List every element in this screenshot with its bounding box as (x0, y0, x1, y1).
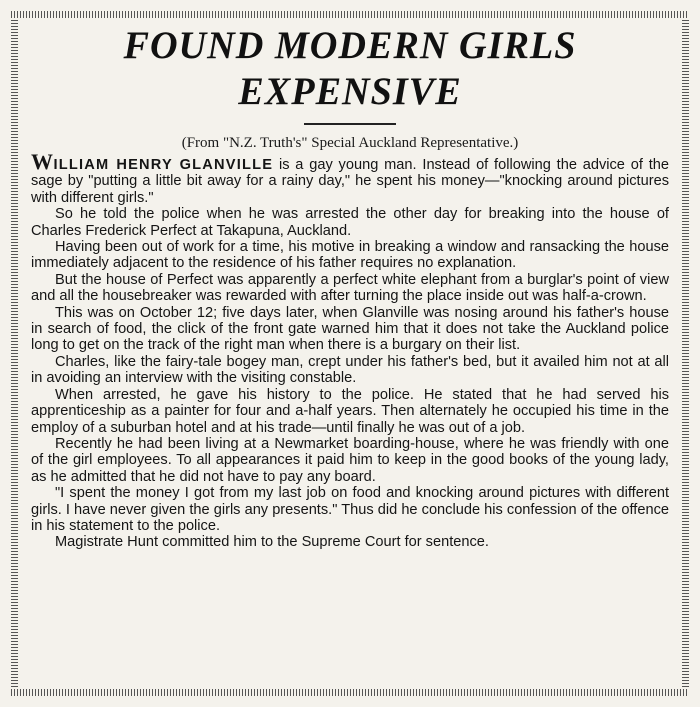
article (31, 17, 669, 690)
byline: (From "N.Z. Truth's" Special Auckland Representative.) (181, 135, 519, 151)
headline: FOUND MODERN GIRLS EXPENSIVE (123, 24, 577, 113)
paragraph: But the house of Perfect was apparently a perfect white elephant from a burglar's point of view and all the housebreaker was rewarded with after turning the place inside out was half-a-crown. (31, 271, 669, 305)
paragraph: Charles, like the fairy-tale bogey man, crept under his father's bed, but it availed him not at all in avoiding an interview with the visiting constable. (31, 353, 669, 387)
headline-rule (304, 123, 396, 125)
paragraph: This was on October 12; five days later, when Glanville was nosing around his father's house in search of food, the click of the front gate warned him that it does not take the Auckland police long to get on the track of the right man when there is a burgary on their list. (31, 304, 669, 354)
paragraph: Having been out of work for a time, his motive in breaking a window and ransacking the house immediately adjacent to the residence of his father requires no explanation. (31, 239, 669, 272)
drop-cap: W (31, 149, 54, 174)
lead-text: is a gay young man. Instead of following the advice of the sage by "putting a little bit away for a rainy day," he spent his money—"knocking around pictures with different girls." (31, 157, 669, 206)
article-body (31, 149, 669, 551)
paragraph: Recently he had been living at a Newmarket boarding-house, where he was friendly with one of the girl employees. To all appearances it paid him to keep in the good books of the young lady, as he admitted that he did not have to pay any board. (31, 435, 669, 485)
paragraph: "I spent the money I got from my last job on food and knocking around pictures with different girls. I have never given the girls any presents." Thus did he conclude his confession of the offence in his statement to the police. (31, 485, 669, 534)
article-border (4, 4, 696, 703)
lead-name: ILLIAM HENRY GLANVILLE (53, 157, 274, 173)
paragraph: When arrested, he gave his history to the police. He stated that he had served his apprenticeship as a painter for four and a-half years. Then alternately he occupied his time in the employ of a suburban hotel and at his trade—until finally he was out of a job. (31, 386, 669, 436)
lead-paragraph (31, 149, 669, 206)
paragraph: Magistrate Hunt committed him to the Supreme Court for sentence. (55, 534, 489, 551)
paragraph: So he told the police when he was arrested the other day for breaking into the house of Charles Frederick Perfect at Takapuna, Auckland. (31, 206, 669, 239)
